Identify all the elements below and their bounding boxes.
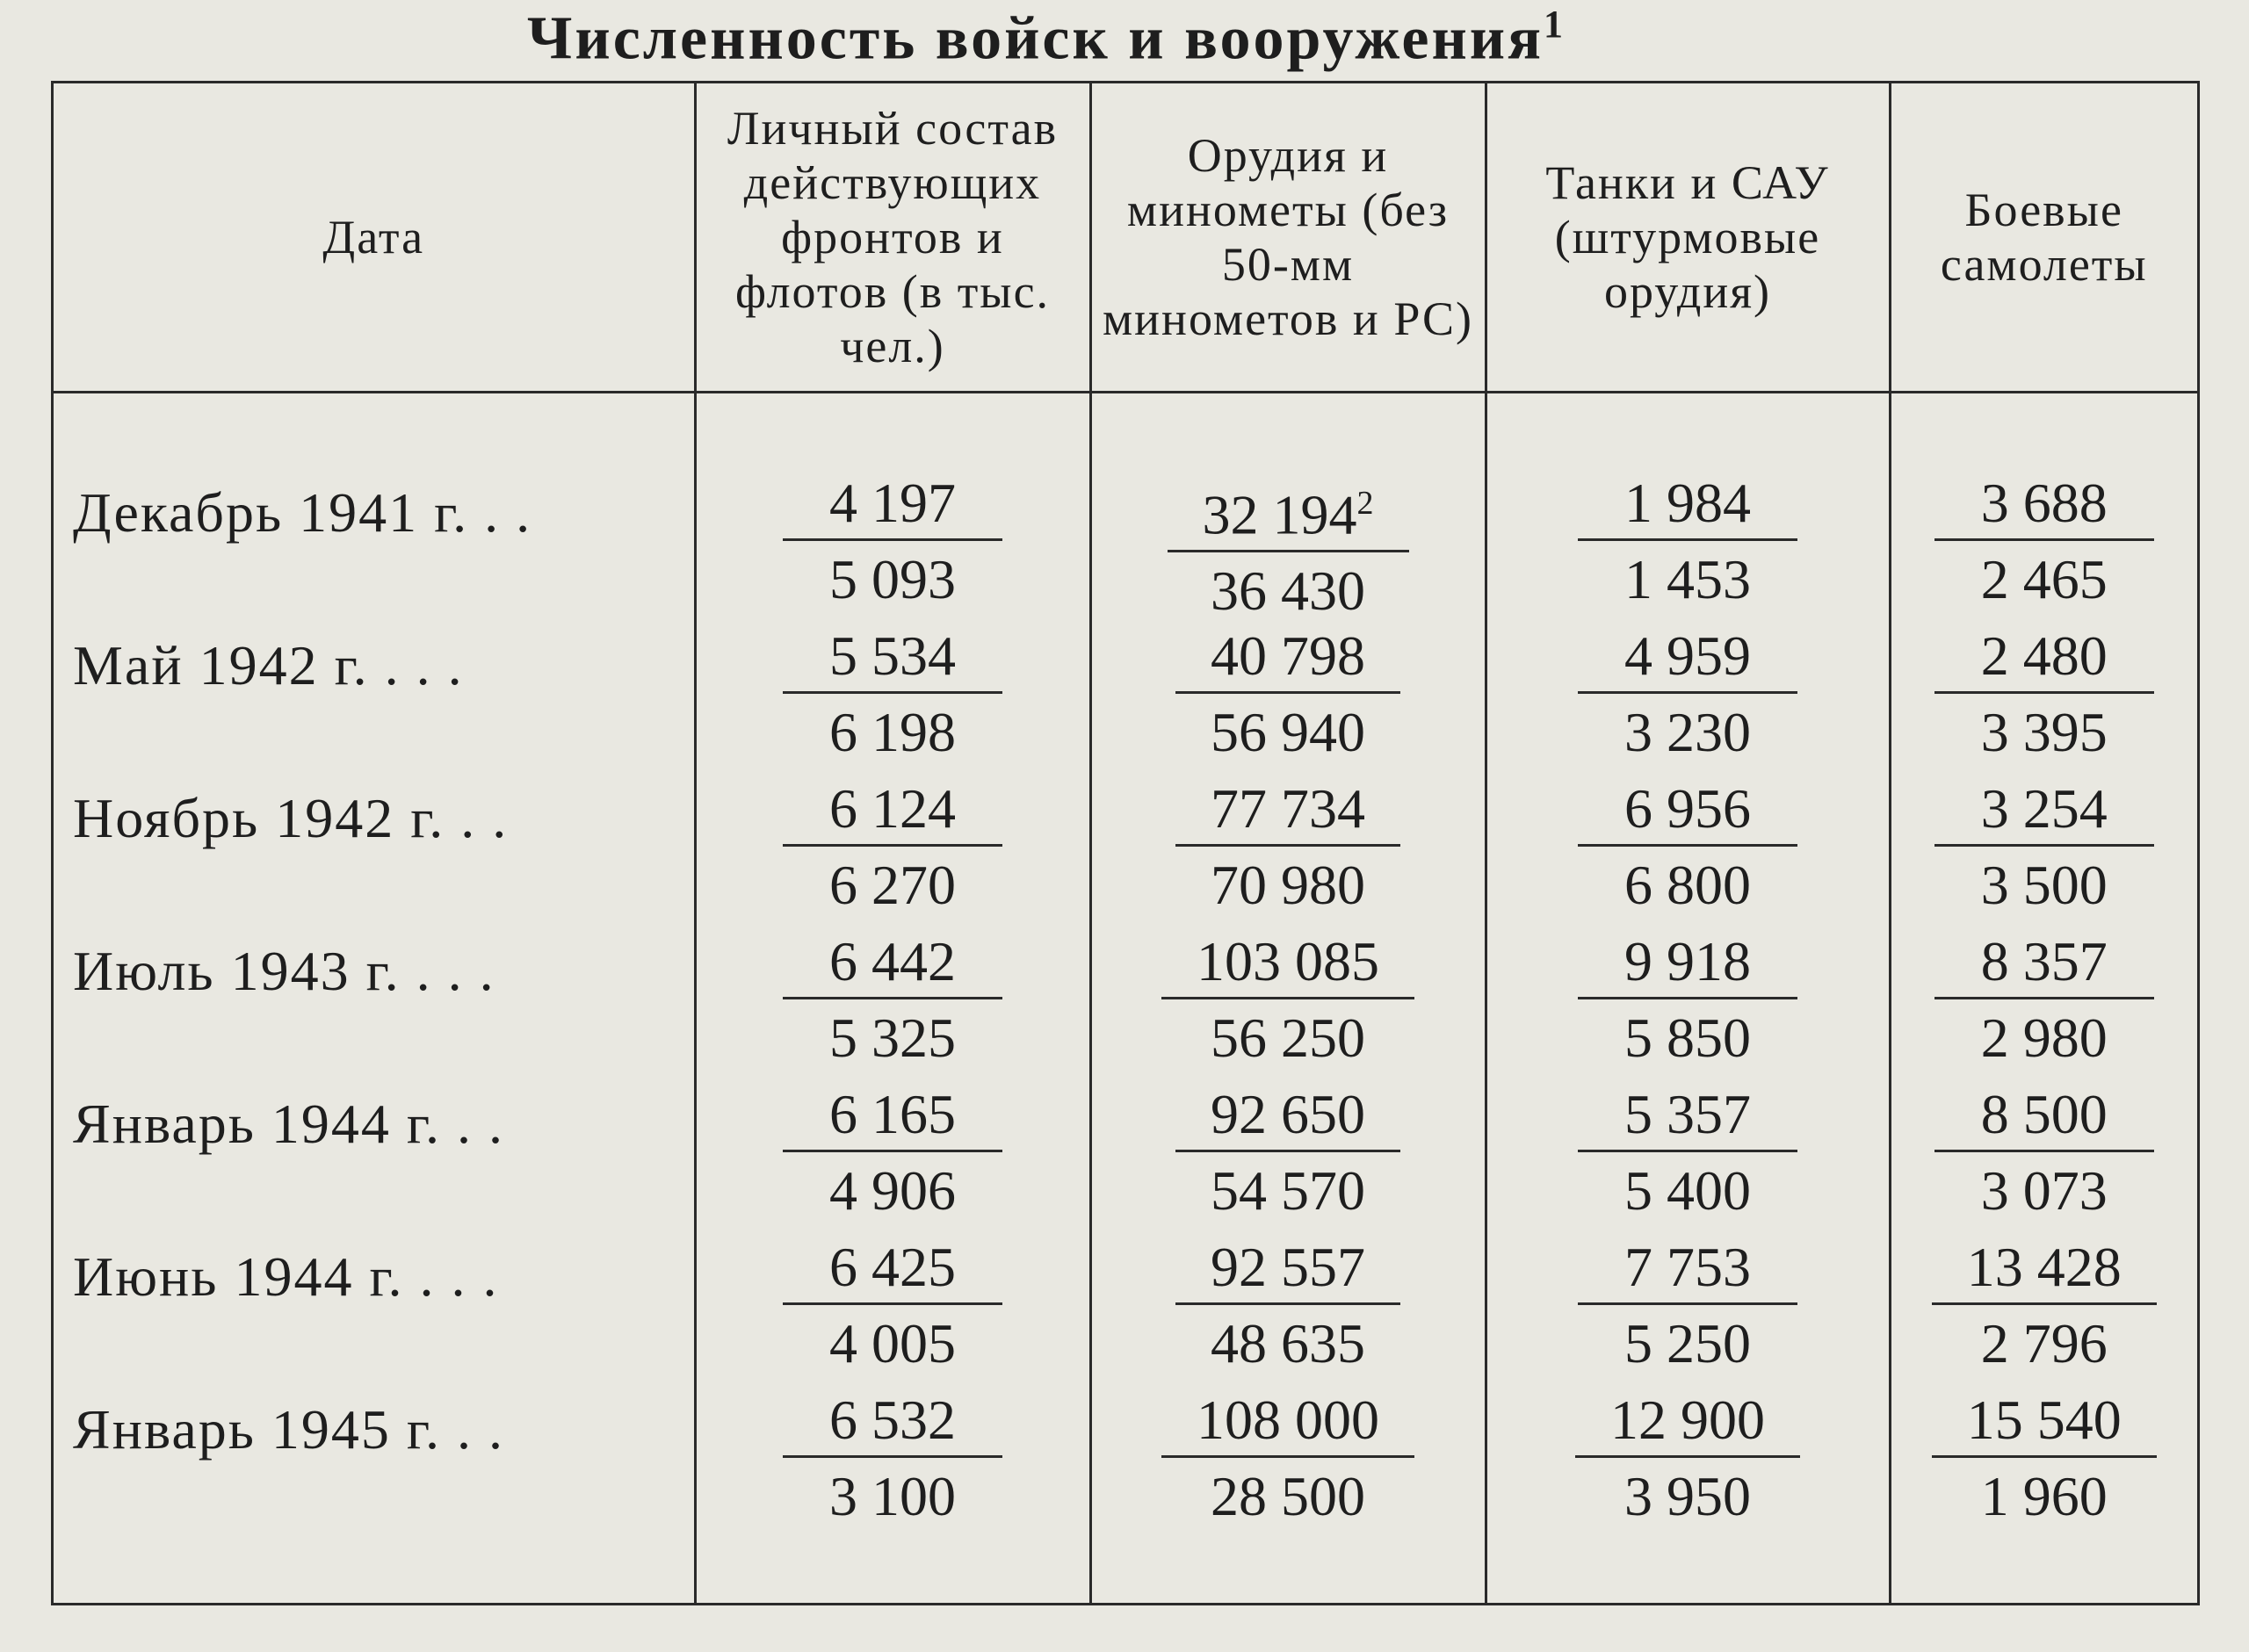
numerator-value: 5 357 (1624, 1083, 1751, 1145)
numerator-value: 92 650 (1211, 1083, 1365, 1145)
guns-denominator: 54 570 (1211, 1159, 1365, 1222)
guns-cell (1092, 621, 1485, 774)
personnel-cell (697, 621, 1089, 774)
numerator-value: 108 000 (1197, 1389, 1379, 1451)
tanks-cell (1487, 927, 1889, 1079)
fraction (1891, 1385, 2198, 1532)
tanks-numerator (1578, 1232, 1797, 1305)
guns-column (1090, 393, 1486, 1604)
tanks-cell (1487, 774, 1889, 927)
numerator-value: 15 540 (1966, 1389, 2122, 1451)
aircraft-denominator: 3 073 (1980, 1159, 2108, 1222)
tanks-denominator: 5 250 (1624, 1312, 1751, 1374)
personnel-cell (697, 927, 1089, 1079)
tanks-cell (1487, 621, 1889, 774)
personnel-numerator (783, 927, 1002, 999)
numerator-value: 1 984 (1624, 472, 1751, 534)
guns-cell (1092, 1232, 1485, 1385)
tanks-numerator (1578, 927, 1797, 999)
numerator-value: 32 194 (1202, 483, 1357, 546)
guns-cell (1092, 468, 1485, 621)
guns-numerator (1175, 1232, 1400, 1305)
personnel-numerator (783, 1079, 1002, 1152)
date-column (54, 393, 695, 1604)
fraction (697, 774, 1089, 920)
body-row (54, 393, 2197, 1604)
fraction (697, 927, 1089, 1073)
guns-cell (1092, 927, 1485, 1079)
personnel-cell (697, 1385, 1089, 1538)
aircraft-numerator (1934, 1079, 2154, 1152)
date-label: Июль 1943 г. . . . (73, 940, 495, 1002)
numerator-value: 6 425 (829, 1236, 956, 1298)
guns-numerator (1175, 1079, 1400, 1152)
guns-denominator: 70 980 (1211, 854, 1365, 916)
personnel-cell (697, 1232, 1089, 1385)
date-label: Май 1942 г. . . . (73, 634, 464, 696)
date-label: Январь 1944 г. . . (73, 1093, 504, 1155)
date-cell (54, 1385, 694, 1538)
guns-numerator (1161, 927, 1414, 999)
fraction (1487, 1079, 1889, 1226)
date-cell (54, 468, 694, 621)
fraction (1092, 774, 1485, 920)
fraction (1487, 1232, 1889, 1379)
tanks-denominator: 3 950 (1624, 1465, 1751, 1527)
personnel-numerator (783, 621, 1002, 694)
aircraft-denominator: 3 500 (1980, 854, 2108, 916)
fraction (697, 1232, 1089, 1379)
page-title (0, 0, 2249, 81)
stats-table-frame (51, 81, 2200, 1605)
aircraft-cell (1891, 1232, 2198, 1385)
numerator-value: 77 734 (1211, 777, 1365, 840)
personnel-numerator (783, 468, 1002, 541)
stats-table (54, 83, 2197, 1603)
personnel-denominator: 3 100 (829, 1465, 956, 1527)
fraction (1891, 1232, 2198, 1379)
aircraft-numerator (1932, 1385, 2157, 1458)
guns-numerator (1175, 774, 1400, 847)
tanks-denominator: 6 800 (1624, 854, 1751, 916)
date-cell (54, 1232, 694, 1385)
tanks-denominator: 5 400 (1624, 1159, 1751, 1222)
numerator-value: 5 534 (829, 624, 956, 687)
fraction (1487, 774, 1889, 920)
aircraft-numerator (1932, 1232, 2157, 1305)
personnel-cell (697, 468, 1089, 621)
tanks-cell (1487, 1232, 1889, 1385)
aircraft-cell (1891, 774, 2198, 927)
date-label: Декабрь 1941 г. . . (73, 481, 532, 544)
aircraft-cell (1891, 1385, 2198, 1538)
numerator-value: 4 959 (1624, 624, 1751, 687)
guns-denominator: 56 940 (1211, 701, 1365, 763)
aircraft-cell (1891, 1079, 2198, 1232)
aircraft-denominator: 3 395 (1980, 701, 2108, 763)
personnel-numerator (783, 1232, 1002, 1305)
guns-denominator: 36 430 (1211, 559, 1365, 623)
numerator-value: 6 124 (829, 777, 956, 840)
tanks-numerator (1578, 468, 1797, 541)
numerator-value: 9 918 (1624, 930, 1751, 992)
numerator-value: 12 900 (1610, 1389, 1765, 1451)
fraction (1487, 1385, 1889, 1532)
guns-numerator (1175, 621, 1400, 694)
fraction (1092, 468, 1485, 626)
aircraft-denominator: 1 960 (1980, 1465, 2108, 1527)
aircraft-denominator: 2 796 (1980, 1312, 2108, 1374)
tanks-numerator (1578, 1079, 1797, 1152)
aircraft-numerator (1934, 468, 2154, 541)
personnel-numerator (783, 1385, 1002, 1458)
personnel-denominator: 5 325 (829, 1006, 956, 1069)
aircraft-numerator (1934, 774, 2154, 847)
aircraft-numerator (1934, 927, 2154, 999)
tanks-cell (1487, 1385, 1889, 1538)
personnel-numerator (783, 774, 1002, 847)
fraction (1092, 1385, 1485, 1532)
table-title: Численность войск и вооружения$^1$ (527, 3, 1566, 73)
tanks-denominator: 3 230 (1624, 701, 1751, 763)
tanks-cell (1487, 468, 1889, 621)
fraction (1092, 1232, 1485, 1379)
aircraft-cell (1891, 468, 2198, 621)
date-cell (54, 621, 694, 774)
header-personnel: Личный состав действующих фронтов и флотов (в тыс. чел.) (695, 83, 1090, 393)
date-cell (54, 774, 694, 927)
personnel-denominator: 4 906 (829, 1159, 956, 1222)
numerator-value: 40 798 (1211, 624, 1365, 687)
fraction (1891, 621, 2198, 768)
aircraft-column (1890, 393, 2197, 1604)
tanks-numerator (1578, 621, 1797, 694)
guns-cell (1092, 774, 1485, 927)
fraction (697, 621, 1089, 768)
numerator-value: 6 165 (829, 1083, 956, 1145)
personnel-denominator: 6 198 (829, 701, 956, 763)
aircraft-denominator: 2 465 (1980, 548, 2108, 610)
fraction (1891, 1079, 2198, 1226)
guns-denominator: 48 635 (1211, 1312, 1365, 1374)
fraction (1487, 927, 1889, 1073)
fraction (1092, 1079, 1485, 1226)
header-tanks: Танки и САУ (штурмовые орудия) (1486, 83, 1890, 393)
fraction (1891, 468, 2198, 615)
date-label: Январь 1945 г. . . (73, 1398, 504, 1461)
date-cell (54, 1079, 694, 1232)
tanks-column (1486, 393, 1890, 1604)
fraction (1891, 774, 2198, 920)
tanks-cell (1487, 1079, 1889, 1232)
footnote-mark: 1 (1544, 3, 1566, 46)
numerator-value: 13 428 (1966, 1236, 2122, 1298)
aircraft-cell (1891, 621, 2198, 774)
fraction (1487, 621, 1889, 768)
guns-numerator (1168, 468, 1409, 552)
numerator-value: 6 532 (829, 1389, 956, 1451)
fraction (1487, 468, 1889, 615)
header-row (54, 83, 2197, 393)
date-label: Ноябрь 1942 г. . . (73, 787, 509, 849)
numerator-value: 3 688 (1980, 472, 2108, 534)
fraction (697, 1079, 1089, 1226)
guns-numerator (1161, 1385, 1414, 1458)
numerator-value: 8 357 (1980, 930, 2108, 992)
fraction (1092, 621, 1485, 768)
numerator-value: 92 557 (1211, 1236, 1365, 1298)
numerator-value: 7 753 (1624, 1236, 1751, 1298)
personnel-denominator: 5 093 (829, 548, 956, 610)
tanks-denominator: 5 850 (1624, 1006, 1751, 1069)
numerator-value: 103 085 (1197, 930, 1379, 992)
guns-denominator: 56 250 (1211, 1006, 1365, 1069)
header-date: Дата (54, 83, 695, 393)
numerator-value: 2 480 (1980, 624, 2108, 687)
fraction (1092, 927, 1485, 1073)
guns-denominator: 28 500 (1211, 1465, 1365, 1527)
fraction (697, 468, 1089, 615)
aircraft-numerator (1934, 621, 2154, 694)
numerator-value: 6 956 (1624, 777, 1751, 840)
numerator-value: 6 442 (829, 930, 956, 992)
tanks-numerator (1575, 1385, 1800, 1458)
footnote-mark: 2 (1356, 485, 1374, 522)
tanks-denominator: 1 453 (1624, 548, 1751, 610)
aircraft-denominator: 2 980 (1980, 1006, 2108, 1069)
numerator-value: 4 197 (829, 472, 956, 534)
personnel-denominator: 6 270 (829, 854, 956, 916)
aircraft-cell (1891, 927, 2198, 1079)
header-aircraft: Боевые самолеты (1890, 83, 2197, 393)
guns-cell (1092, 1385, 1485, 1538)
numerator-value: 3 254 (1980, 777, 2108, 840)
date-label: Июнь 1944 г. . . . (73, 1245, 499, 1308)
fraction (1891, 927, 2198, 1073)
numerator-value: 8 500 (1980, 1083, 2108, 1145)
personnel-cell (697, 1079, 1089, 1232)
personnel-cell (697, 774, 1089, 927)
guns-cell (1092, 1079, 1485, 1232)
personnel-column (695, 393, 1090, 1604)
header-guns: Орудия и минометы (без 50-мм минометов и РС) (1090, 83, 1486, 393)
tanks-numerator (1578, 774, 1797, 847)
personnel-denominator: 4 005 (829, 1312, 956, 1374)
fraction (697, 1385, 1089, 1532)
date-cell (54, 927, 694, 1079)
